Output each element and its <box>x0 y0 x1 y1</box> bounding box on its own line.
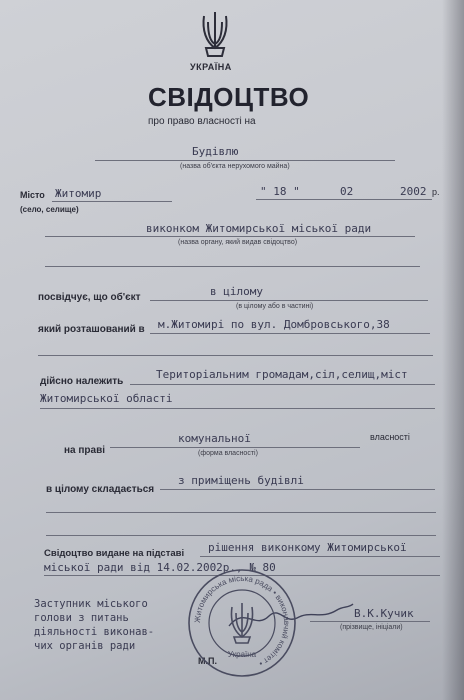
trident-emblem <box>198 8 232 60</box>
right-caption: (форма власності) <box>198 450 258 457</box>
signer-name: В.К.Кучик <box>354 607 414 620</box>
location-line-2 <box>38 355 433 356</box>
consists-line <box>160 489 435 490</box>
consists-value: з приміщень будівлі <box>178 474 304 487</box>
right-line <box>110 447 360 448</box>
owner-underline-2 <box>40 408 435 409</box>
certifies-line <box>150 300 428 301</box>
location-line <box>150 333 430 334</box>
organ-line <box>45 236 415 237</box>
owner-label: дійсно належить <box>40 376 124 387</box>
seal-ring-text: Житомирська міська рада • виконавчий комітет • <box>192 573 292 669</box>
date-day: " 18 " <box>260 185 300 198</box>
city-label: Місто <box>20 190 45 200</box>
right-suffix: власності <box>370 432 410 442</box>
signer-line <box>310 621 430 622</box>
object-caption: (назва об'єкта нерухомого майна) <box>180 163 290 170</box>
document-subtitle: про право власності на <box>148 116 256 127</box>
location-label: який розташований в <box>38 324 145 335</box>
organ-line-2 <box>45 266 420 267</box>
basis-line-2: міської ради від 14.02.2002р., № 80 <box>44 561 276 574</box>
organ-value: виконком Житомирської міської ради <box>146 222 372 235</box>
year-suffix: р. <box>432 187 440 197</box>
consists-line-2 <box>46 512 436 513</box>
owner-underline-1 <box>130 384 435 385</box>
date-month: 02 <box>340 185 354 198</box>
date-year: 2002 <box>400 185 427 198</box>
right-value: комунальної <box>178 432 251 445</box>
certifies-value: в цілому <box>210 285 263 298</box>
certifies-caption: (в цілому або в частині) <box>236 303 314 310</box>
certifies-label: посвідчує, що об'єкт <box>38 292 141 303</box>
city-line <box>52 201 172 202</box>
city-value: Житомир <box>55 187 102 200</box>
signer-position-4: чих органів ради <box>34 640 136 652</box>
signer-position-1: Заступник міського <box>34 598 148 610</box>
official-seal <box>186 567 298 679</box>
consists-label: в цілому складається <box>46 484 155 495</box>
owner-line-2: Житомирської області <box>40 392 173 405</box>
signer-position-2: голови з питань <box>34 612 129 624</box>
seal-bottom-text: Україна <box>227 650 257 659</box>
basis-line-1: рішення виконкому Житомирської <box>208 541 407 554</box>
owner-line-1: Територіальним громадам,сіл,селищ,міст <box>156 368 408 381</box>
object-line <box>95 160 395 161</box>
mp-mark: М.П. <box>198 656 217 666</box>
basis-underline-1 <box>200 556 440 557</box>
consists-line-3 <box>46 535 436 536</box>
signer-name-caption: (прізвище, ініціали) <box>340 624 403 631</box>
basis-label: Свідоцтво видане на підставі <box>44 548 185 559</box>
location-value: м.Житомирі по вул. Домбровського,38 <box>158 318 390 331</box>
country-name: УКРАЇНА <box>190 62 232 72</box>
object-value: Будівлю <box>192 145 239 158</box>
signer-position-3: діяльності виконав- <box>34 626 155 638</box>
organ-caption: (назва органу, який видав свідоцтво) <box>178 239 298 246</box>
date-line <box>256 199 432 200</box>
right-label: на праві <box>64 445 106 456</box>
document-title: СВІДОЦТВО <box>148 82 310 112</box>
village-label: (село, селище) <box>20 205 79 214</box>
